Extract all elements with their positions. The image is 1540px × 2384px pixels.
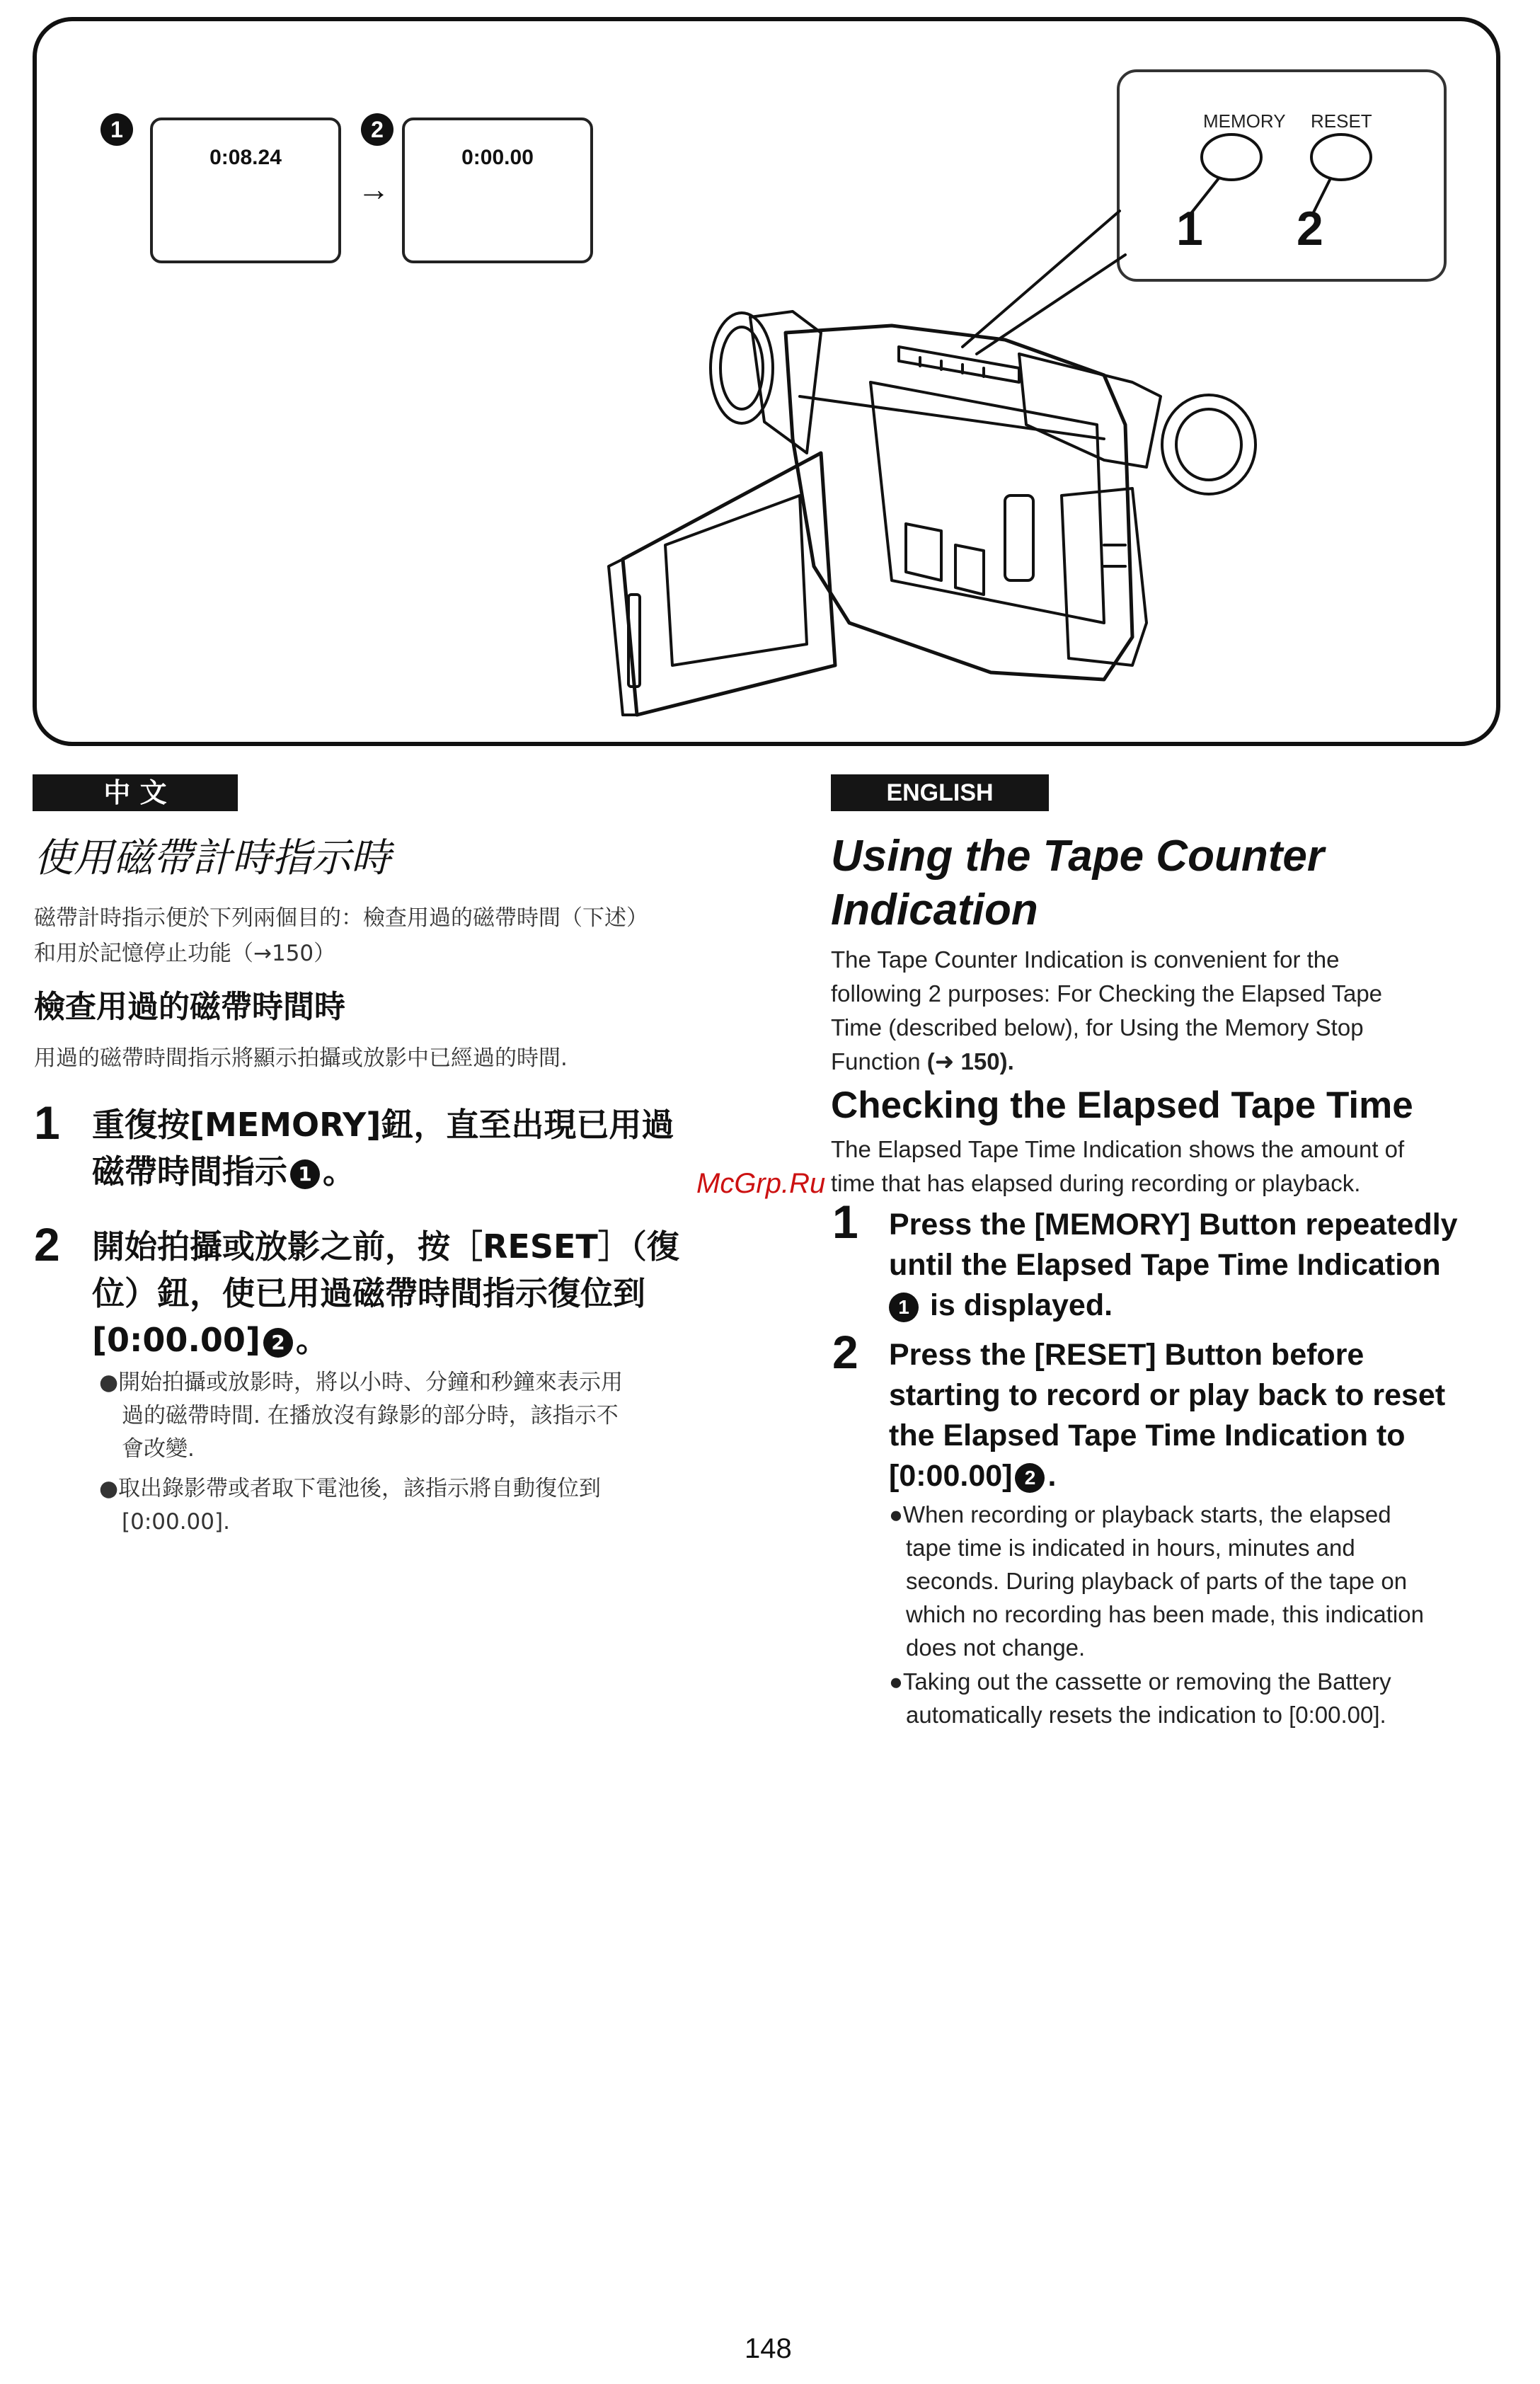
english-intro-line: following 2 purposes: For Checking the Elapsed Tape <box>831 980 1383 1007</box>
marker-2-icon: 2 <box>361 113 393 146</box>
chinese-step-2-number: 2 <box>34 1218 60 1271</box>
english-intro <box>831 943 1496 1079</box>
chinese-intro-line: 和用於記憶停止功能（→150） <box>34 941 336 966</box>
english-step-line: Press the [RESET] Button before <box>889 1338 1364 1372</box>
english-bullet-line: ●Taking out the cassette or removing the Battery <box>889 1668 1391 1695</box>
marker-2-icon: 2 <box>1015 1463 1045 1493</box>
english-bullet-line: does not change. <box>906 1634 1086 1661</box>
english-step-1-number: 1 <box>832 1196 858 1248</box>
chinese-bullet-line: 會改變. <box>122 1436 195 1462</box>
english-bullet-line: ●When recording or playback starts, the elapsed <box>889 1501 1391 1528</box>
chinese-step-line: [0:00.00] 2 。 <box>92 1321 328 1359</box>
english-step-1 <box>889 1205 1498 1326</box>
english-step-2-number: 2 <box>832 1326 858 1378</box>
english-intro-line: Time (described below), for Using the Memory Stop <box>831 1014 1364 1041</box>
chinese-heading-body: 用過的磁帶時間指示將顯示拍攝或放影中已經過的時間. <box>34 1045 568 1071</box>
chinese-title: 使用磁帶計時指示時 <box>34 835 391 881</box>
english-step-line: the Elapsed Tape Time Indication to <box>889 1419 1406 1452</box>
chinese-bullet-line: [0:00.00]. <box>122 1509 230 1535</box>
english-step-line: [0:00.00] 2 . <box>889 1459 1057 1493</box>
chinese-bullet-1 <box>99 1366 736 1466</box>
counter-value-1: 0:08.24 <box>209 146 282 169</box>
english-step-line: 1 is displayed. <box>889 1285 1498 1326</box>
watermark: McGrp.Ru <box>696 1168 826 1199</box>
english-title-line: Using the Tape Counter <box>831 832 1324 881</box>
english-step-line: Press the [MEMORY] Button repeatedly <box>889 1208 1458 1242</box>
english-body-line: The Elapsed Tape Time Indication shows the amount of <box>831 1136 1405 1162</box>
english-step-line: until the Elapsed Tape Time Indication <box>889 1248 1441 1282</box>
english-step-2 <box>889 1335 1498 1496</box>
english-intro-line: Function (➜ 150). <box>831 1048 1014 1074</box>
english-step-line: starting to record or play back to reset <box>889 1378 1446 1412</box>
chinese-heading: 檢查用過的磁帶時間時 <box>34 989 345 1025</box>
chinese-step-2 <box>92 1223 743 1363</box>
english-title-line: Indication <box>831 886 1038 934</box>
chinese-section-tag: 中 文 <box>33 774 238 811</box>
chinese-intro-line: 磁帶計時指示便於下列兩個目的：檢查用過的磁帶時間（下述） <box>34 905 648 931</box>
reset-button-number: 2 <box>1297 202 1323 256</box>
chinese-step-1 <box>92 1101 729 1195</box>
english-heading: Checking the Elapsed Tape Time <box>831 1084 1413 1126</box>
memory-button-label: MEMORY <box>1203 110 1286 132</box>
english-bullet-1 <box>889 1498 1512 1664</box>
english-bullet-2 <box>889 1665 1512 1731</box>
chinese-bullet-line: ●取出錄影帶或者取下電池後，該指示將自動復位到 <box>99 1476 602 1501</box>
english-body-line: time that has elapsed during recording or playback. <box>831 1170 1361 1196</box>
english-section-tag: ENGLISH <box>831 774 1049 811</box>
counter-value-2: 0:00.00 <box>461 146 534 169</box>
chinese-bullet-line: 過的磁帶時間. 在播放沒有錄影的部分時，該指示不 <box>122 1403 619 1428</box>
arrow-icon: → <box>357 171 390 207</box>
chinese-intro <box>34 900 756 971</box>
marker-2-icon: 2 <box>263 1328 293 1358</box>
reset-button-icon <box>1311 134 1371 180</box>
memory-button-number: 1 <box>1176 202 1203 256</box>
english-bullet-line: seconds. During playback of parts of the tape on <box>906 1568 1408 1594</box>
page-number: 148 <box>745 2333 792 2364</box>
english-heading-body <box>831 1133 1496 1200</box>
camcorder-illustration <box>0 0 1540 750</box>
chinese-bullet-line: ●開始拍攝或放影時，將以小時、分鐘和秒鐘來表示用 <box>99 1370 624 1395</box>
memory-button-icon <box>1202 134 1261 180</box>
english-title <box>831 830 1324 937</box>
chinese-step-line: 開始拍攝或放影之前，按［RESET］（復 <box>92 1227 679 1266</box>
english-bullet-line: tape time is indicated in hours, minutes and <box>906 1535 1355 1561</box>
chinese-step-line: 位）鈕，使已用過磁帶時間指示復位到 <box>92 1274 645 1312</box>
chinese-step-line: 磁帶時間指示 1 。 <box>92 1152 355 1191</box>
reset-button-label: RESET <box>1311 110 1372 132</box>
english-bullet-line: which no recording has been made, this indication <box>906 1601 1424 1627</box>
english-bullet-line: automatically resets the indication to [0:00.00]. <box>906 1702 1386 1728</box>
english-intro-line: The Tape Counter Indication is convenient for the <box>831 946 1340 973</box>
marker-1-icon: 1 <box>889 1293 919 1322</box>
chinese-bullet-2 <box>99 1472 736 1539</box>
chinese-step-1-number: 1 <box>34 1096 60 1149</box>
page-reference: (➜ 150). <box>926 1048 1014 1074</box>
chinese-step-line: 重復按[MEMORY]鈕，直至出現已用過 <box>92 1106 674 1144</box>
marker-1-icon: 1 <box>100 113 133 146</box>
marker-1-icon: 1 <box>290 1159 320 1189</box>
